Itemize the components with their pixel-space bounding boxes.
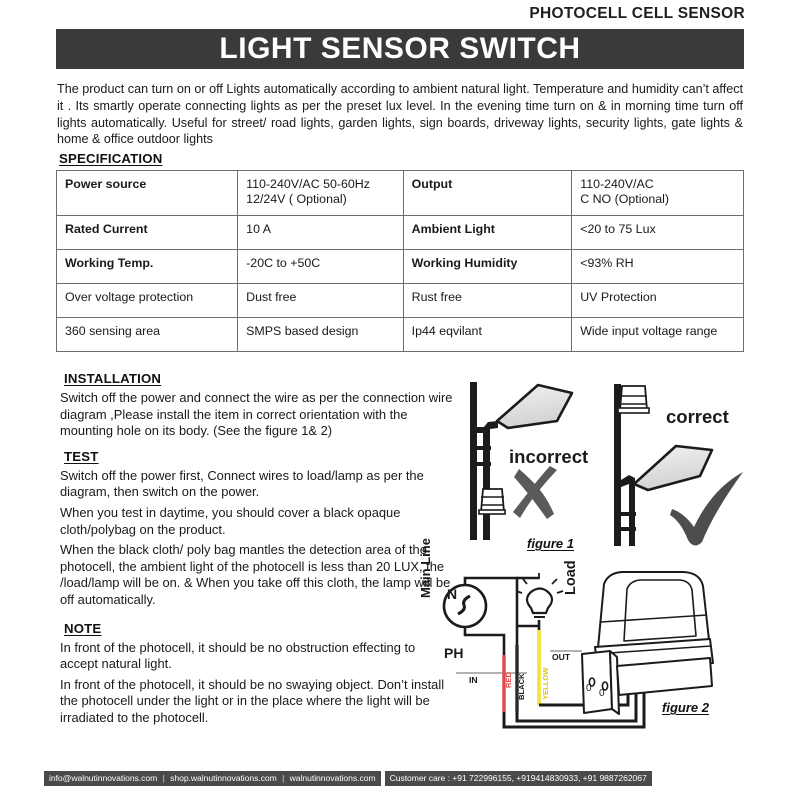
figure-2-yellow-wire-label: YELLOW bbox=[541, 667, 550, 700]
figure-2-red-wire-label: RED bbox=[504, 671, 513, 688]
specification-table bbox=[56, 170, 744, 352]
figure-2-phase-label: PH bbox=[444, 645, 464, 661]
footer-customer-care: Customer care : +91 722996155, +919414830933, +91 9887262067 bbox=[385, 771, 652, 786]
specification-heading: SPECIFICATION bbox=[59, 151, 163, 166]
instructions-column bbox=[57, 371, 458, 727]
figure-1-incorrect-label: incorrect bbox=[509, 446, 589, 467]
spec-table-row bbox=[57, 171, 744, 216]
cross-mark-icon bbox=[513, 466, 557, 519]
footer-shop-link[interactable]: shop.walnutinnovations.com bbox=[170, 773, 277, 783]
spec-label-right: Rust free bbox=[403, 284, 572, 318]
figure-2-terminal-left-label: 0 bbox=[586, 683, 592, 694]
spec-table-row bbox=[57, 250, 744, 284]
test-heading: TEST bbox=[64, 448, 99, 464]
test-paragraph-2: When you test in daytime, you should cover a black opaque cloth/polybag on the product. bbox=[60, 504, 401, 537]
figure-2-load-label: Load bbox=[563, 560, 579, 595]
test-paragraph-3: When the black cloth/ poly bag mantles the detection area of the photocell, the ambient light of the photocell is less than 20 LUX, the /load/lamp will be on. & When you take off this cloth, the lamp will be off automatically. bbox=[60, 542, 451, 607]
figure-1-correct-label: correct bbox=[666, 406, 729, 427]
test-paragraph-1: Switch off the power first, Connect wires to load/lamp as per the diagram, then switch on the power. bbox=[60, 467, 424, 500]
title-banner bbox=[56, 29, 744, 69]
figure-2-main-line-label: Main Line bbox=[418, 538, 433, 598]
sensor-box-correct bbox=[618, 386, 649, 413]
figure-2-out-label: OUT bbox=[552, 652, 571, 662]
installation-heading: INSTALLATION bbox=[64, 371, 162, 386]
spec-label-right: Working Humidity bbox=[403, 250, 572, 284]
page-title: LIGHT SENSOR SWITCH bbox=[219, 32, 581, 65]
spec-value-right: UV Protection bbox=[572, 284, 744, 318]
spec-label-right: Ambient Light bbox=[403, 216, 572, 250]
figure-2-caption: figure 2 bbox=[662, 700, 709, 715]
spec-label-right: Ip44 eqvilant bbox=[403, 318, 572, 352]
note-paragraph-1: In front of the photocell, it should be no obstruction effecting to accept natural light. bbox=[60, 639, 416, 672]
spec-table-row bbox=[57, 318, 744, 352]
footer-site-link[interactable]: walnutinnovations.com bbox=[289, 773, 376, 783]
spec-value-left: 110-240V/AC 50-60Hz 12/24V ( Optional) bbox=[238, 171, 403, 216]
figure-1-caption: figure 1 bbox=[527, 536, 574, 551]
spec-label-right: Output bbox=[403, 171, 572, 216]
spec-label-left: Power source bbox=[57, 171, 238, 216]
spec-value-right: <20 to 75 Lux bbox=[572, 216, 744, 250]
spec-label-left: Rated Current bbox=[57, 216, 238, 250]
note-paragraph-2: In front of the photocell, it should be no swaying object. Don’t install the photocell under the light or in the place where the light will be irradiated to the photocell. bbox=[60, 676, 445, 725]
spec-value-left: -20C to +50C bbox=[238, 250, 403, 284]
spec-label-left: Working Temp. bbox=[57, 250, 238, 284]
footer-separator-2: | bbox=[282, 773, 285, 783]
intro-paragraph: The product can turn on or off Lights automatically according to ambient natural light. Temperature and humidity can’t affect it . Its smartly operate connecting lights as per the preset lux level. In the evening time turn on & in morning time turn off lights automatically. Useful for street/ road lights, garden lights, sign boards, driveway lights, security lights, gate lights & home & office outdoor lights bbox=[57, 82, 743, 147]
spec-value-left: SMPS based design bbox=[238, 318, 403, 352]
footer-bar bbox=[44, 771, 758, 786]
spec-table-row bbox=[57, 216, 744, 250]
spec-value-right: Wide input voltage range bbox=[572, 318, 744, 352]
spec-value-right: <93% RH bbox=[572, 250, 744, 284]
footer-links bbox=[44, 771, 381, 786]
figure-2-neutral-label: N bbox=[447, 586, 458, 602]
kicker-heading: PHOTOCELL CELL SENSOR bbox=[529, 5, 745, 22]
figure-2-in-label: IN bbox=[469, 675, 478, 685]
spec-value-right: 110-240V/AC C NO (Optional) bbox=[572, 171, 744, 216]
spec-label-left: 360 sensing area bbox=[57, 318, 238, 352]
installation-paragraph: Switch off the power and connect the wire as per the connection wire diagram ,Please install the item in correct orientation with the mounting hole on its body. (See the figure 1& 2) bbox=[60, 390, 453, 439]
load-lamp-symbol bbox=[516, 573, 563, 617]
footer-separator-1: | bbox=[162, 773, 165, 783]
spec-value-left: 10 A bbox=[238, 216, 403, 250]
spec-label-left: Over voltage protection bbox=[57, 284, 238, 318]
figure-1-illustration bbox=[462, 372, 748, 560]
check-mark-icon bbox=[670, 472, 743, 546]
sensor-box-incorrect bbox=[479, 489, 505, 514]
figure-2-black-wire-label: BLACK bbox=[517, 673, 526, 700]
spec-table-row bbox=[57, 284, 744, 318]
figure-2-terminal-right-label: 0 bbox=[599, 688, 605, 699]
note-heading: NOTE bbox=[64, 620, 102, 636]
footer-email[interactable]: info@walnutinnovations.com bbox=[49, 773, 158, 783]
spec-value-left: Dust free bbox=[238, 284, 403, 318]
